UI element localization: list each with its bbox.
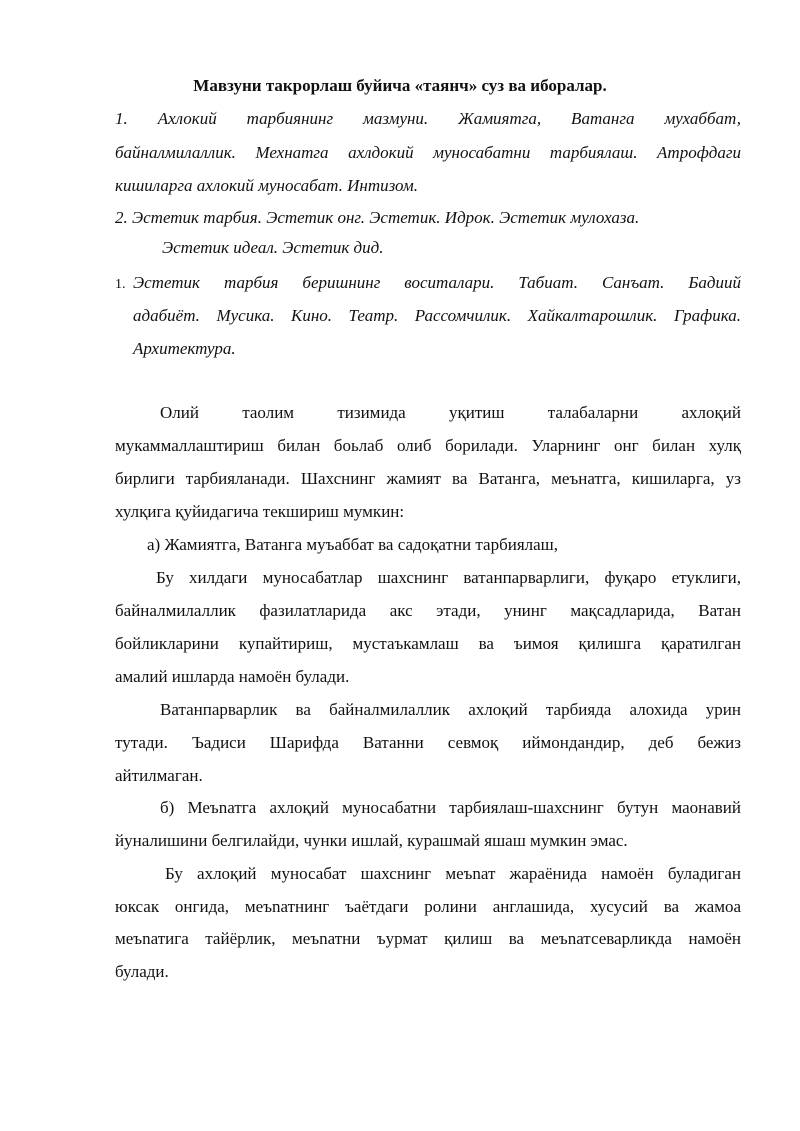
list-item-2-line-1: 2. Эстетик тарбия. Эстетик онг. Эстетик. Идрок. Эстетик мулохаза. [115, 208, 640, 227]
paragraph-4-line-4: булади. [115, 962, 169, 981]
paragraph-1-line-2: мукаммаллаштириш билан боьлаб олиб борилади. Уларнинг онг билан хулқ [115, 436, 741, 455]
paragraph-3-line-3: айтилмаган. [115, 766, 203, 785]
paragraph-2-line-1: Бу хилдаги муносабатлар шахснинг ватанпарварлиги, фуқаро етуклиги, [156, 568, 741, 587]
list-item-3-number: 1. [115, 277, 126, 292]
list-item-1-line-3: кишиларга ахлокий муносабат. Интизом. [115, 176, 418, 195]
paragraph-2-line-2: байналмилаллик фазилатларида акс этади, унинг мақсадларида, Ватан [115, 601, 741, 620]
paragraph-2-line-4: амалий ишларда намоён булади. [115, 667, 350, 686]
item-b-line-2: йуналишини белгилайди, чунки ишлай, курашмай яшаш мумкин эмас. [115, 831, 628, 850]
item-a: а) Жамиятга, Ватанга муъаббат ва садоқатни тарбиялаш, [147, 535, 559, 554]
paragraph-1-line-3: бирлиги тарбияланади. Шахснинг жамият ва Ватанга, меънатга, кишиларга, уз [115, 469, 741, 488]
page-title: Мавзуни такрорлаш буйича «таянч» суз ва иборалар. [193, 76, 607, 95]
list-item-1-line-1: 1. Ахлокий тарбиянинг мазмуни. Жамиятга, Ватанга мухаббат, [115, 109, 741, 128]
list-item-3-line-3: Архитектура. [133, 339, 236, 358]
paragraph-4-line-3: меъnатига тайёрлик, меъnатни ъурмат қилиш ва меъnатсеварликда намоён [115, 929, 741, 948]
list-item-2-line-2: Эстетик идеал. Эстетик дид. [162, 238, 384, 257]
paragraph-2-line-3: бойликларини купайтириш, мустаъкамлаш ва ъимоя қилишга қаратилган [115, 634, 741, 653]
list-item-1-line-2: байналмилаллик. Мехнатга ахлдокий муносабатни тарбиялаш. Атрофдаги [115, 143, 741, 162]
paragraph-1-line-1: Олий таолим тизимида уқитиш талабаларни ахлоқий [160, 403, 741, 422]
paragraph-3-line-2: тутади. Ъадиси Шарифда Ватанни севмоқ иймондандир, деб бежиз [115, 733, 741, 752]
list-item-3-line-1: Эстетик тарбия беришнинг воситалари. Табиат. Санъат. Бадиий [133, 273, 741, 292]
list-item-3-line-2: адабиёт. Мусика. Кино. Театр. Рассомчилик. Хайкалтарошлик. Графика. [133, 306, 741, 325]
paragraph-1-line-4: хулқига қуйидагича текшириш мумкин: [115, 502, 405, 521]
item-b-line-1: б) Меъnатга ахлоқий муносабатни тарбиялаш-шахснинг бутун маонавий [160, 798, 741, 817]
paragraph-4-line-1: Бу ахлоқий муносабат шахснинг меъnат жараёнида намоён буладиган [165, 864, 741, 883]
paragraph-3-line-1: Ватанпарварлик ва байналмилаллик ахлоқий тарбияда алохида урин [160, 700, 741, 719]
paragraph-4-line-2: юксак онгида, меъnатнинг ъаётдаги ролини англашида, хусусий ва жамоа [115, 897, 741, 916]
